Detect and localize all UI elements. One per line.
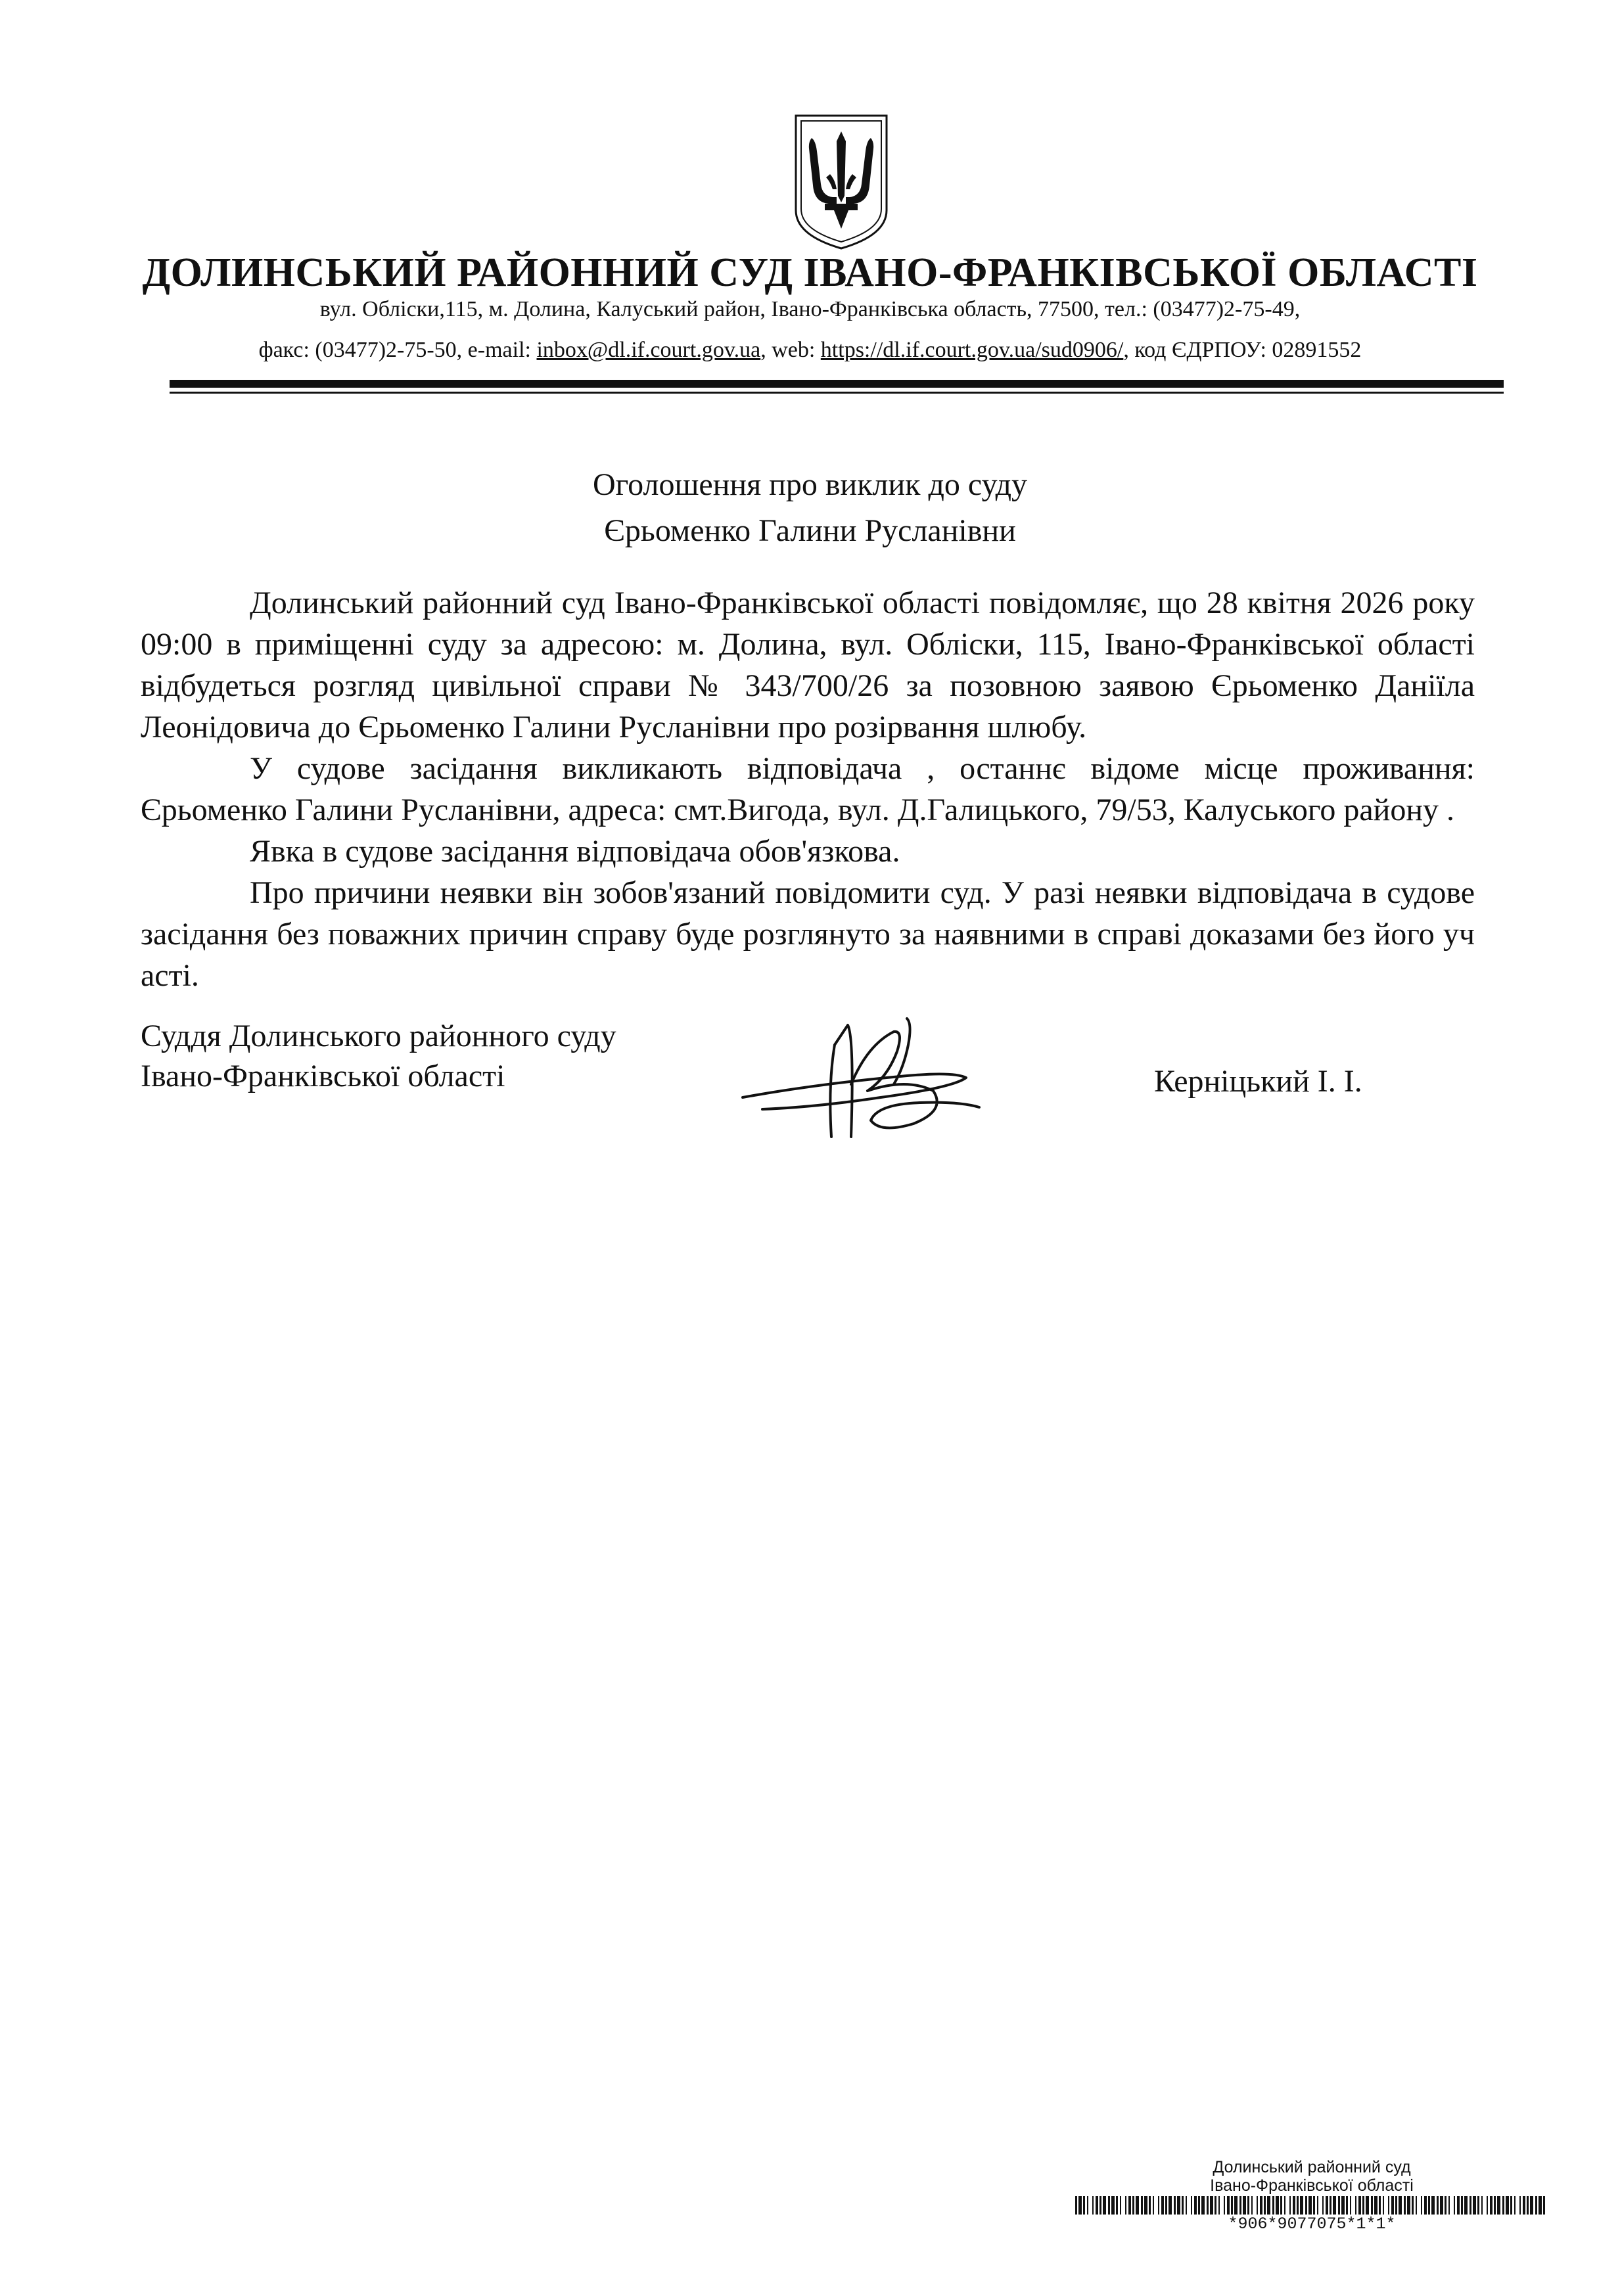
- summoned-person-name: Єрьоменко Галини Русланівни: [604, 513, 1016, 548]
- fax-label: факс: (03477)2-75-50, e-mail:: [258, 338, 537, 362]
- header-divider-thick: [170, 380, 1504, 388]
- barcode: [1075, 2196, 1548, 2215]
- notice-paragraph-defendant: У судове засідання викликають відповідача , останнє відоме місце проживання: Єрьоменко Галини Русланівни, адреса: смт.Вигода, вул. Д.Галицького, 79/53, Калуського району .: [141, 751, 1475, 827]
- judge-name: Керніцький І. І.: [1154, 1064, 1362, 1099]
- header-divider-thin: [170, 392, 1504, 394]
- website-link[interactable]: https://dl.if.court.gov.ua/sud0906/: [820, 338, 1124, 362]
- document-title: Оголошення про виклик до суду: [592, 467, 1027, 502]
- stamp-court-region: Івано-Франківської області: [1210, 2176, 1414, 2195]
- stamp-court-name: Долинський районний суд: [1213, 2158, 1411, 2176]
- notice-paragraph-absence: Про причини неявки він зобов'язаний повідомити суд. У разі неявки відповідача в судове засідання без поважних причин справу буде розглянуто за наявними в справі доказами без його уч асті.: [141, 875, 1475, 993]
- judge-court-region: Івано-Франківської області: [141, 1059, 505, 1093]
- court-address-line: вул. Обліски,115, м. Долина, Калуський район, Івано-Франківська область, 77500, тел.: (03477)2-75-49,: [319, 297, 1301, 321]
- judge-title: Суддя Долинського районного суду: [141, 1019, 616, 1053]
- email-link[interactable]: inbox@dl.if.court.gov.ua: [536, 338, 761, 362]
- registration-stamp: [1075, 2158, 1548, 2195]
- edrpou-code: , код ЄДРПОУ: 02891552: [1123, 338, 1362, 362]
- notice-body: [141, 582, 1475, 996]
- court-name-heading: ДОЛИНСЬКИЙ РАЙОННИЙ СУД ІВАНО-ФРАНКІВСЬКОЇ ОБЛАСТІ: [142, 250, 1478, 295]
- barcode-number: *906*9077075*1*1*: [1228, 2215, 1396, 2234]
- notice-paragraph-attendance: Явка в судове засідання відповідача обов'язкова.: [250, 834, 900, 869]
- web-label: , web:: [760, 338, 821, 362]
- handwritten-signature: [736, 1005, 1019, 1157]
- court-contacts-line: [0, 338, 1620, 363]
- notice-paragraph-hearing: Долинський районний суд Івано-Франківської області повідомляє, що 28 квітня 2026 року 09:00 в приміщенні суду за адресою: м. Долина, вул. Обліски, 115, Івано-Франківської області відбудеться розгляд цивільної справи № 343/700/26 за позовною заявою Єрьоменко Даніїла Леонідовича до Єрьоменко Галини Русланівни про розірвання шлюбу.: [141, 585, 1475, 745]
- trident-coat-of-arms-icon: [792, 112, 891, 251]
